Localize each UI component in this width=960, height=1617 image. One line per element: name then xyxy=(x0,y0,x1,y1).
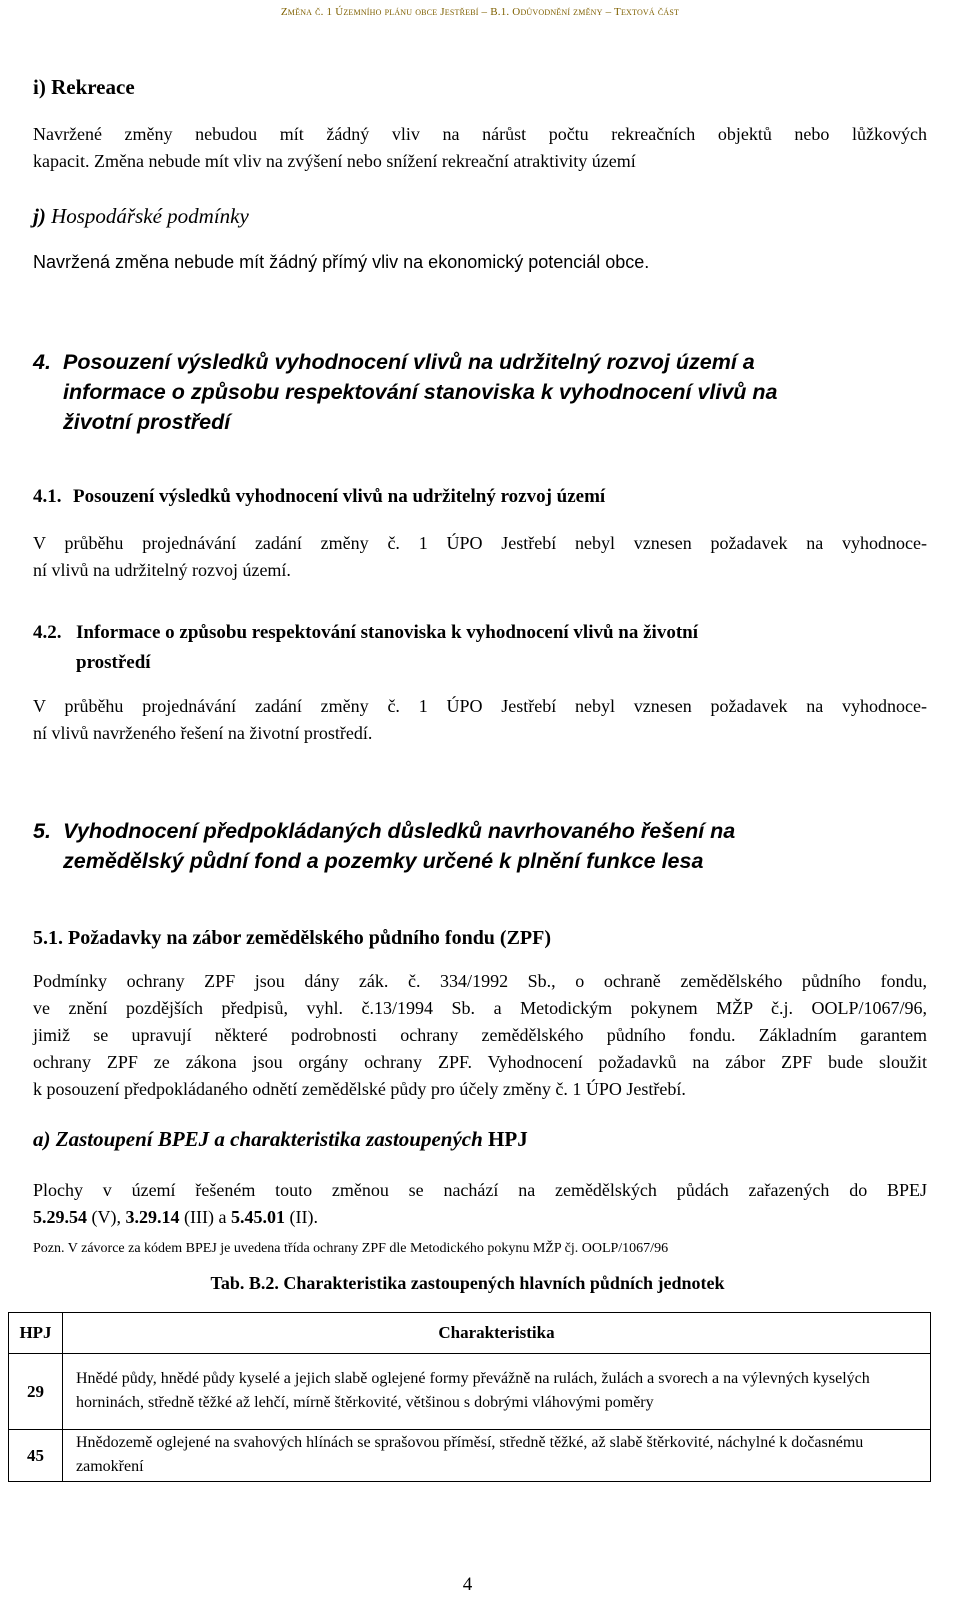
section-4-1-line-2: ní vlivů na udržitelný rozvoj území. xyxy=(33,560,291,580)
hpj-description: Hnědozemě oglejené na svahových hlínách se sprašovou příměsí, středně těžké, až slabě štěrkovité, náchylné k dočasnému zamokření xyxy=(63,1430,931,1482)
column-header-hpj: HPJ xyxy=(9,1313,63,1354)
section-4-2-paragraph xyxy=(33,693,927,747)
section-i-line-2: kapacit. Změna nebude mít vliv na zvýšení nebo snížení rekreační atraktivity území xyxy=(33,151,636,171)
section-4-1-number: 4.1. xyxy=(33,486,62,507)
table-header-row xyxy=(9,1313,931,1354)
section-4-2-line-1: V průběhu projednávání zadání změny č. 1 ÚPO Jestřebí nebyl vznesen požadavek na vyhodnoce- xyxy=(33,696,927,716)
table-row xyxy=(9,1430,931,1482)
section-5-heading-line-1: Vyhodnocení předpokládaných důsledků navrhovaného řešení na xyxy=(63,819,736,843)
section-a-title-hpj: HPJ xyxy=(482,1127,528,1151)
section-a-title xyxy=(33,1127,528,1152)
hpj-description: Hnědé půdy, hnědé půdy kyselé a jejich slabě oglejené formy převážně na rulách, žulách a svorech a na výlevných kyselých horninách, středně těžké až lehčí, mírně štěrkovité, většinou s dobrými vláhovými poměry xyxy=(63,1354,931,1430)
section-5-heading xyxy=(63,816,923,876)
section-i-paragraph xyxy=(33,121,927,175)
section-5-1-line: ochrany ZPF ze zákona jsou orgány ochrany ZPF. Vyhodnocení požadavků na zábor ZPF bude sloužit xyxy=(33,1052,927,1072)
section-j-title-text: Hospodářské podmínky xyxy=(45,204,249,228)
section-5-1-line: ve znění pozdějších předpisů, vyhl. č.13/1994 Sb. a Metodickým pokynem MŽP č.j. OOLP/1067/96, xyxy=(33,998,927,1018)
section-5-1-line: k posouzení předpokládaného odnětí zemědělské půdy pro účely změny č. 1 ÚPO Jestřebí. xyxy=(33,1079,686,1099)
section-4-1-paragraph xyxy=(33,530,927,584)
section-4-1-title: Posouzení výsledků vyhodnocení vlivů na udržitelný rozvoj území xyxy=(73,486,606,507)
section-4-heading-line-3: životní prostředí xyxy=(63,410,231,434)
section-4-2-title xyxy=(76,618,698,678)
section-i-title: i) Rekreace xyxy=(33,75,135,99)
bpej-code: 5.29.54 xyxy=(33,1207,87,1227)
hpj-table xyxy=(8,1312,931,1482)
section-4-1-line-1: V průběhu projednávání zadání změny č. 1 ÚPO Jestřebí nebyl vznesen požadavek na vyhodnoce- xyxy=(33,533,927,553)
section-5-heading-line-2: zemědělský půdní fond a pozemky určené k plnění funkce lesa xyxy=(63,849,704,873)
section-5-1-title: 5.1. Požadavky na zábor zemědělského půdního fondu (ZPF) xyxy=(33,927,552,949)
column-header-charakteristika: Charakteristika xyxy=(63,1313,931,1354)
section-5-1-line: jimiž se upravují některé podrobnosti ochrany zemědělského půdního fondu. Základním garantem xyxy=(33,1025,927,1045)
section-j-prefix: j) xyxy=(33,204,46,228)
bpej-code: 5.45.01 xyxy=(230,1207,285,1227)
section-5-1-line: Podmínky ochrany ZPF jsou dány zák. č. 334/1992 Sb., o ochraně zemědělského půdního fondu, xyxy=(33,971,927,991)
section-i-line-1: Navržené změny nebudou mít žádný vliv na nárůst počtu rekreačních objektů nebo lůžkových xyxy=(33,124,927,144)
section-j-title xyxy=(33,204,249,229)
table-row xyxy=(9,1354,931,1430)
section-4-heading-line-1: Posouzení výsledků vyhodnocení vlivů na udržitelný rozvoj území a xyxy=(63,350,755,374)
section-4-heading xyxy=(63,347,923,437)
bpej-code: 3.29.14 xyxy=(125,1207,180,1227)
hpj-code: 29 xyxy=(9,1354,63,1430)
section-4-2-line-2: ní vlivů navrženého řešení na životní prostředí. xyxy=(33,723,373,743)
note: Pozn. V závorce za kódem BPEJ je uvedena třída ochrany ZPF dle Metodického pokynu MŽP čj. OOLP/1067/96 xyxy=(33,1241,669,1256)
bpej-class: (II). xyxy=(284,1207,318,1227)
section-a-line-1: Plochy v území řešeném touto změnou se nachází na zemědělských půdách zařazených do BPEJ xyxy=(33,1180,927,1200)
table-caption: Tab. B.2. Charakteristika zastoupených hlavních půdních jednotek xyxy=(210,1273,725,1293)
section-4-2-number: 4.2. xyxy=(33,622,62,643)
running-header: Změna č. 1 Územního plánu obce Jestřebí – B.1. Odůvodnění změny – Textová část xyxy=(280,6,680,18)
section-4-heading-line-2: informace o způsobu respektování stanoviska k vyhodnocení vlivů na xyxy=(63,380,778,404)
section-4-2-title-line-2: prostředí xyxy=(76,652,151,673)
section-a-paragraph xyxy=(33,1177,927,1231)
section-4-number: 4. xyxy=(33,350,51,374)
section-j-paragraph: Navržená změna nebude mít žádný přímý vliv na ekonomický potenciál obce. xyxy=(33,252,650,272)
section-a-line-2 xyxy=(33,1204,927,1231)
section-5-1-paragraph xyxy=(33,968,927,1103)
section-5-number: 5. xyxy=(33,819,51,843)
bpej-class: (III) a xyxy=(179,1207,231,1227)
section-a-title-italic: a) Zastoupení BPEJ a charakteristika zastoupených xyxy=(33,1127,483,1151)
page-number: 4 xyxy=(462,1574,473,1595)
hpj-code: 45 xyxy=(9,1430,63,1482)
bpej-class: (V), xyxy=(87,1207,126,1227)
section-4-2-title-line-1: Informace o způsobu respektování stanoviska k vyhodnocení vlivů na životní xyxy=(76,622,698,643)
